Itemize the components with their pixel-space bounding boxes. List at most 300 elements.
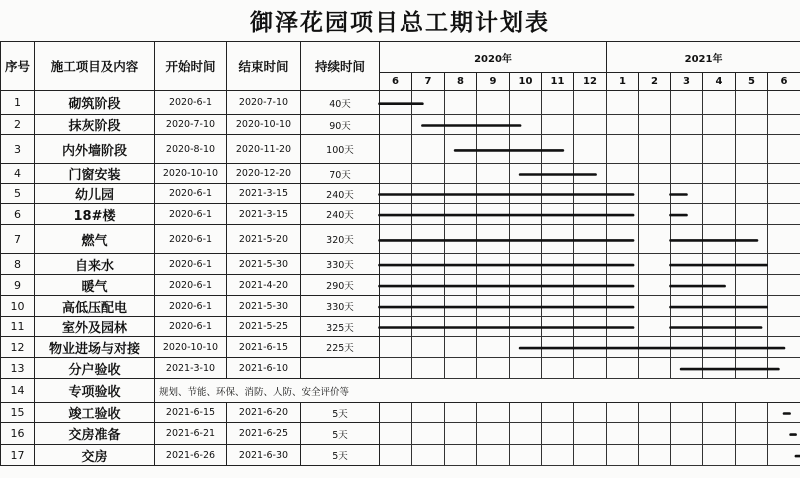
row-seq: 6: [1, 204, 35, 225]
gantt-cell: [736, 91, 768, 115]
gantt-cell: [380, 317, 412, 337]
gantt-cell: [542, 115, 574, 135]
table-row: [1, 275, 800, 296]
row-item-name: 幼儿园: [35, 184, 155, 204]
table-row: [1, 358, 800, 379]
gantt-cell: [380, 358, 412, 379]
gantt-cell: [703, 164, 736, 184]
gantt-cell: [671, 115, 703, 135]
row-item-name: 交房: [35, 445, 155, 466]
row-duration: 5天: [301, 403, 380, 423]
row-seq: 5: [1, 184, 35, 204]
gantt-cell: [671, 135, 703, 164]
row-end: 2021-3-15: [227, 204, 301, 225]
row-duration: 225天: [301, 337, 380, 358]
gantt-cell: [768, 275, 800, 296]
gantt-cell: [639, 358, 671, 379]
gantt-cell: [768, 225, 800, 254]
row-start: 2021-6-21: [155, 423, 227, 445]
gantt-cell: [671, 91, 703, 115]
gantt-cell: [380, 164, 412, 184]
gantt-cell: [477, 358, 510, 379]
gantt-cell: [639, 275, 671, 296]
row-seq: 4: [1, 164, 35, 184]
gantt-cell: [542, 275, 574, 296]
gantt-cell: [703, 204, 736, 225]
row-seq: 7: [1, 225, 35, 254]
row-duration: 5天: [301, 445, 380, 466]
gantt-cell: [412, 275, 445, 296]
gantt-cell: [607, 317, 639, 337]
gantt-cell: [671, 445, 703, 466]
gantt-cell: [574, 164, 607, 184]
table-row: [1, 445, 800, 466]
month-header: 4: [703, 73, 736, 91]
gantt-cell: [445, 254, 477, 275]
gantt-cell: [510, 337, 542, 358]
gantt-cell: [510, 135, 542, 164]
gantt-cell: [510, 164, 542, 184]
gantt-cell: [510, 254, 542, 275]
gantt-cell: [768, 403, 800, 423]
row-end: 2021-5-30: [227, 296, 301, 317]
row-duration: 70天: [301, 164, 380, 184]
gantt-cell: [477, 204, 510, 225]
gantt-cell: [768, 423, 800, 445]
month-header: 3: [671, 73, 703, 91]
gantt-cell: [736, 445, 768, 466]
gantt-cell: [412, 358, 445, 379]
gantt-cell: [477, 403, 510, 423]
gantt-cell: [607, 115, 639, 135]
row-end: 2021-6-10: [227, 358, 301, 379]
gantt-cell: [768, 296, 800, 317]
gantt-cell: [607, 296, 639, 317]
gantt-cell: [380, 423, 412, 445]
gantt-cell: [574, 225, 607, 254]
gantt-cell: [510, 317, 542, 337]
gantt-cell: [445, 164, 477, 184]
gantt-cell: [736, 184, 768, 204]
table-row: [1, 225, 800, 254]
gantt-cell: [736, 317, 768, 337]
gantt-cell: [703, 225, 736, 254]
gantt-cell: [639, 184, 671, 204]
gantt-cell: [477, 91, 510, 115]
gantt-cell: [542, 204, 574, 225]
row-duration: 5天: [301, 423, 380, 445]
row-seq: 15: [1, 403, 35, 423]
gantt-cell: [445, 135, 477, 164]
gantt-cell: [768, 445, 800, 466]
gantt-cell: [542, 164, 574, 184]
row-seq: 12: [1, 337, 35, 358]
gantt-cell: [574, 204, 607, 225]
row-start: 2021-6-26: [155, 445, 227, 466]
gantt-cell: [607, 445, 639, 466]
row-duration: 240天: [301, 204, 380, 225]
row-item-name: 物业进场与对接: [35, 337, 155, 358]
month-header: 10: [510, 73, 542, 91]
row-item-name: 室外及园林: [35, 317, 155, 337]
gantt-cell: [510, 225, 542, 254]
gantt-cell: [477, 275, 510, 296]
gantt-cell: [477, 423, 510, 445]
row-item-name: 专项验收: [35, 379, 155, 403]
gantt-cell: [574, 254, 607, 275]
row-end: 2021-6-30: [227, 445, 301, 466]
gantt-cell: [671, 225, 703, 254]
gantt-cell: [639, 403, 671, 423]
row-duration: 90天: [301, 115, 380, 135]
gantt-cell: [574, 296, 607, 317]
gantt-cell: [477, 317, 510, 337]
row-item-name: 18#楼: [35, 204, 155, 225]
row-end: 2020-12-20: [227, 164, 301, 184]
gantt-cell: [445, 184, 477, 204]
gantt-cell: [768, 164, 800, 184]
row-seq: 8: [1, 254, 35, 275]
row-seq: 9: [1, 275, 35, 296]
gantt-cell: [703, 254, 736, 275]
row-seq: 13: [1, 358, 35, 379]
gantt-cell: [412, 254, 445, 275]
gantt-cell: [639, 317, 671, 337]
gantt-cell: [542, 184, 574, 204]
header-end: 结束时间: [227, 42, 301, 91]
row-duration: 325天: [301, 317, 380, 337]
gantt-cell: [671, 275, 703, 296]
month-header: 6: [768, 73, 800, 91]
gantt-cell: [380, 254, 412, 275]
gantt-cell: [380, 225, 412, 254]
row-start: 2020-7-10: [155, 115, 227, 135]
gantt-cell: [380, 91, 412, 115]
table-row: [1, 204, 800, 225]
gantt-cell: [510, 91, 542, 115]
gantt-cell: [607, 254, 639, 275]
gantt-cell: [477, 135, 510, 164]
row-item-name: 门窗安装: [35, 164, 155, 184]
month-header: 7: [412, 73, 445, 91]
gantt-cell: [574, 135, 607, 164]
gantt-cell: [736, 164, 768, 184]
gantt-cell: [768, 184, 800, 204]
gantt-cell: [412, 403, 445, 423]
gantt-cell: [736, 204, 768, 225]
gantt-cell: [542, 337, 574, 358]
gantt-cell: [574, 317, 607, 337]
gantt-cell: [671, 358, 703, 379]
gantt-cell: [445, 337, 477, 358]
gantt-cell: [380, 115, 412, 135]
gantt-cell: [703, 423, 736, 445]
row-duration: 240天: [301, 184, 380, 204]
row-item-name: 砌筑阶段: [35, 91, 155, 115]
month-header: 6: [380, 73, 412, 91]
gantt-cell: [445, 317, 477, 337]
gantt-cell: [477, 254, 510, 275]
gantt-cell: [542, 403, 574, 423]
gantt-cell: [768, 91, 800, 115]
gantt-cell: [542, 225, 574, 254]
gantt-cell: [477, 296, 510, 317]
schedule-table: [0, 41, 800, 466]
row-start: 2020-10-10: [155, 164, 227, 184]
gantt-cell: [671, 164, 703, 184]
gantt-cell: [574, 184, 607, 204]
row-end: 2021-5-25: [227, 317, 301, 337]
gantt-cell: [607, 225, 639, 254]
month-header: 1: [607, 73, 639, 91]
gantt-cell: [380, 204, 412, 225]
gantt-cell: [574, 358, 607, 379]
gantt-cell: [703, 358, 736, 379]
row-start: 2020-6-1: [155, 184, 227, 204]
gantt-cell: [671, 184, 703, 204]
gantt-cell: [607, 204, 639, 225]
gantt-cell: [736, 403, 768, 423]
row-item-name: 自来水: [35, 254, 155, 275]
gantt-cell: [574, 115, 607, 135]
month-header: 2: [639, 73, 671, 91]
table-row: [1, 115, 800, 135]
gantt-cell: [477, 225, 510, 254]
gantt-cell: [574, 403, 607, 423]
row-seq: 16: [1, 423, 35, 445]
row-seq: 1: [1, 91, 35, 115]
gantt-cell: [703, 91, 736, 115]
row-start: 2020-6-1: [155, 254, 227, 275]
gantt-cell: [639, 337, 671, 358]
gantt-cell: [477, 184, 510, 204]
header-item: 施工项目及内容: [35, 42, 155, 91]
gantt-cell: [703, 115, 736, 135]
gantt-cell: [574, 445, 607, 466]
gantt-cell: [671, 254, 703, 275]
gantt-cell: [445, 423, 477, 445]
gantt-cell: [639, 204, 671, 225]
gantt-cell: [768, 358, 800, 379]
gantt-cell: [671, 296, 703, 317]
gantt-cell: [574, 423, 607, 445]
row-seq: 3: [1, 135, 35, 164]
gantt-cell: [412, 337, 445, 358]
table-row: [1, 403, 800, 423]
table-row: [1, 423, 800, 445]
gantt-cell: [703, 135, 736, 164]
row-end: 2020-10-10: [227, 115, 301, 135]
row-note: 规划、节能、环保、消防、人防、安全评价等: [155, 379, 800, 403]
gantt-cell: [736, 254, 768, 275]
table-row: [1, 91, 800, 115]
row-item-name: 分户验收: [35, 358, 155, 379]
gantt-cell: [703, 317, 736, 337]
gantt-cell: [477, 445, 510, 466]
page-title: 御泽花园项目总工期计划表: [250, 9, 550, 36]
gantt-cell: [542, 445, 574, 466]
gantt-cell: [671, 403, 703, 423]
row-end: 2021-5-30: [227, 254, 301, 275]
row-start: 2020-8-10: [155, 135, 227, 164]
row-end: 2021-5-20: [227, 225, 301, 254]
gantt-cell: [445, 445, 477, 466]
table-row: [1, 254, 800, 275]
gantt-cell: [510, 204, 542, 225]
gantt-cell: [607, 423, 639, 445]
gantt-cell: [510, 115, 542, 135]
table-row: [1, 317, 800, 337]
gantt-cell: [445, 115, 477, 135]
gantt-cell: [412, 445, 445, 466]
gantt-cell: [412, 204, 445, 225]
gantt-cell: [639, 296, 671, 317]
gantt-cell: [412, 164, 445, 184]
gantt-cell: [412, 184, 445, 204]
gantt-cell: [768, 204, 800, 225]
gantt-cell: [380, 445, 412, 466]
row-start: 2020-10-10: [155, 337, 227, 358]
gantt-cell: [510, 184, 542, 204]
gantt-cell: [607, 135, 639, 164]
row-seq: 2: [1, 115, 35, 135]
row-end: 2021-6-15: [227, 337, 301, 358]
gantt-cell: [542, 358, 574, 379]
gantt-cell: [412, 115, 445, 135]
gantt-cell: [703, 403, 736, 423]
gantt-cell: [445, 358, 477, 379]
gantt-cell: [477, 164, 510, 184]
gantt-cell: [412, 135, 445, 164]
row-end: 2021-3-15: [227, 184, 301, 204]
gantt-cell: [380, 337, 412, 358]
gantt-cell: [477, 115, 510, 135]
row-seq: 14: [1, 379, 35, 403]
row-start: 2021-3-10: [155, 358, 227, 379]
gantt-cell: [768, 115, 800, 135]
gantt-cell: [639, 135, 671, 164]
row-duration: 100天: [301, 135, 380, 164]
year-2020: 2020年: [380, 42, 607, 73]
gantt-cell: [380, 275, 412, 296]
gantt-cell: [607, 91, 639, 115]
gantt-cell: [768, 317, 800, 337]
table-row: [1, 296, 800, 317]
row-seq: 11: [1, 317, 35, 337]
gantt-cell: [736, 423, 768, 445]
gantt-cell: [703, 445, 736, 466]
gantt-cell: [607, 403, 639, 423]
row-item-name: 内外墙阶段: [35, 135, 155, 164]
gantt-cell: [412, 296, 445, 317]
row-item-name: 燃气: [35, 225, 155, 254]
gantt-cell: [542, 317, 574, 337]
gantt-cell: [703, 184, 736, 204]
gantt-cell: [607, 164, 639, 184]
row-item-name: 暖气: [35, 275, 155, 296]
gantt-cell: [510, 423, 542, 445]
row-item-name: 抹灰阶段: [35, 115, 155, 135]
gantt-cell: [736, 115, 768, 135]
month-header: 8: [445, 73, 477, 91]
gantt-cell: [574, 91, 607, 115]
month-header: 11: [542, 73, 574, 91]
gantt-cell: [542, 296, 574, 317]
row-duration: 40天: [301, 91, 380, 115]
table-row: [1, 135, 800, 164]
gantt-cell: [445, 403, 477, 423]
row-end: 2020-11-20: [227, 135, 301, 164]
month-header: 9: [477, 73, 510, 91]
gantt-cell: [671, 317, 703, 337]
row-end: 2021-4-20: [227, 275, 301, 296]
gantt-cell: [768, 135, 800, 164]
row-duration: 320天: [301, 225, 380, 254]
gantt-cell: [768, 254, 800, 275]
row-duration: [301, 358, 380, 379]
gantt-cell: [639, 445, 671, 466]
row-duration: 290天: [301, 275, 380, 296]
year-2021: 2021年: [607, 42, 800, 73]
gantt-cell: [510, 403, 542, 423]
gantt-cell: [380, 184, 412, 204]
gantt-cell: [445, 204, 477, 225]
gantt-cell: [736, 358, 768, 379]
row-item-name: 交房准备: [35, 423, 155, 445]
row-start: 2020-6-1: [155, 91, 227, 115]
row-duration: 330天: [301, 296, 380, 317]
gantt-cell: [607, 275, 639, 296]
gantt-cell: [607, 184, 639, 204]
gantt-cell: [639, 225, 671, 254]
gantt-cell: [445, 91, 477, 115]
gantt-cell: [736, 225, 768, 254]
gantt-cell: [639, 115, 671, 135]
gantt-cell: [542, 135, 574, 164]
header-duration: 持续时间: [301, 42, 380, 91]
row-item-name: 竣工验收: [35, 403, 155, 423]
month-header: 12: [574, 73, 607, 91]
row-end: 2021-6-25: [227, 423, 301, 445]
gantt-cell: [380, 403, 412, 423]
row-seq: 17: [1, 445, 35, 466]
row-start: 2020-6-1: [155, 204, 227, 225]
gantt-cell: [639, 254, 671, 275]
gantt-cell: [412, 91, 445, 115]
gantt-cell: [477, 337, 510, 358]
gantt-cell: [412, 423, 445, 445]
header-seq: 序号: [1, 42, 35, 91]
row-start: 2020-6-1: [155, 275, 227, 296]
gantt-cell: [639, 423, 671, 445]
row-seq: 10: [1, 296, 35, 317]
gantt-cell: [542, 91, 574, 115]
gantt-cell: [380, 135, 412, 164]
gantt-cell: [574, 275, 607, 296]
gantt-cell: [703, 296, 736, 317]
gantt-cell: [510, 358, 542, 379]
gantt-cell: [639, 91, 671, 115]
gantt-cell: [736, 275, 768, 296]
row-end: 2021-6-20: [227, 403, 301, 423]
row-start: 2020-6-1: [155, 317, 227, 337]
gantt-cell: [542, 423, 574, 445]
gantt-cell: [736, 135, 768, 164]
row-start: 2020-6-1: [155, 225, 227, 254]
gantt-cell: [736, 337, 768, 358]
table-row: [1, 379, 800, 403]
gantt-cell: [445, 296, 477, 317]
